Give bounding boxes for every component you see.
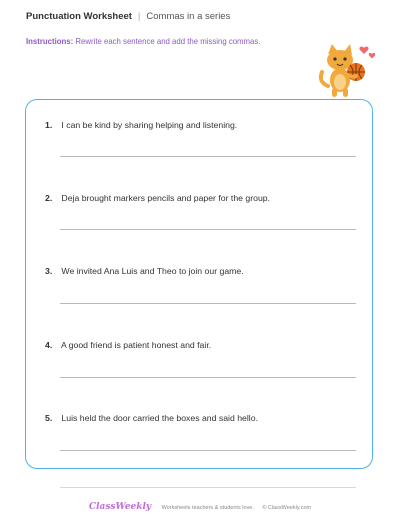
footer-tagline: Worksheets teachers & students love.: [161, 505, 254, 511]
answer-line-2[interactable]: [60, 229, 356, 230]
question-2: [45, 193, 270, 203]
instructions: [26, 37, 260, 46]
question-text: Luis held the door carried the boxes and said hello.: [61, 413, 258, 423]
instructions-text: Rewrite each sentence and add the missing commas.: [75, 37, 261, 46]
header-separator: |: [137, 11, 141, 22]
brand-logo: ClassWeekly: [88, 502, 152, 512]
question-text: I can be kind by sharing helping and listening.: [61, 120, 238, 130]
answer-line-3[interactable]: [60, 303, 356, 304]
questions-card: [25, 99, 373, 469]
footer-copyright: © ClassWeekly.com: [262, 505, 312, 511]
answer-line-5[interactable]: [60, 450, 356, 451]
worksheet-header: [26, 11, 230, 22]
question-text: A good friend is patient honest and fair.: [60, 340, 212, 350]
question-1: [45, 120, 237, 130]
question-3: [45, 266, 244, 276]
question-number: 4.: [45, 340, 53, 350]
question-number: 2.: [45, 193, 53, 203]
worksheet-title: Punctuation Worksheet: [26, 11, 132, 22]
question-4: [45, 340, 211, 350]
footer: [0, 496, 400, 514]
worksheet-subtitle: Commas in a series: [146, 11, 231, 22]
question-number: 3.: [45, 266, 53, 276]
instructions-label: Instructions:: [26, 37, 74, 46]
question-number: 5.: [45, 413, 53, 423]
question-number: 1.: [45, 120, 53, 130]
question-text: Deja brought markers pencils and paper for the group.: [61, 193, 271, 203]
answer-line-1[interactable]: [60, 156, 356, 157]
answer-line-4[interactable]: [60, 377, 356, 378]
question-text: We invited Ana Luis and Theo to join our game.: [61, 266, 244, 276]
question-5: [45, 413, 258, 423]
cat-with-basketball-icon: [314, 40, 380, 100]
footer-divider: [60, 487, 356, 488]
